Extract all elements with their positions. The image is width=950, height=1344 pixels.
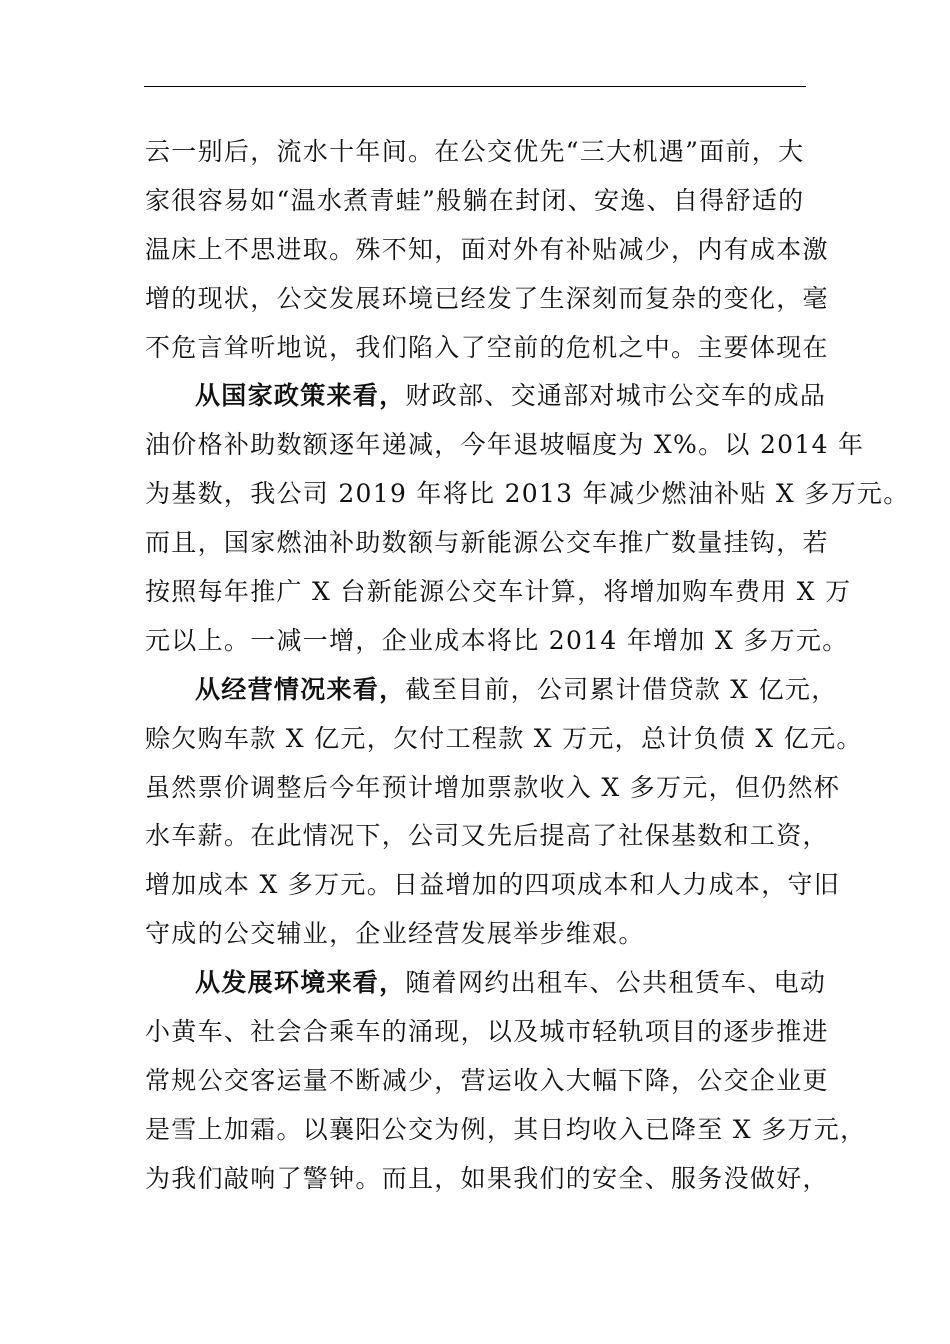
text-line bbox=[145, 281, 835, 330]
text-line bbox=[145, 1014, 835, 1063]
line-text: 按照每年推广 X 台新能源公交车计算，将增加购车费用 X 万 bbox=[145, 577, 852, 607]
text-line bbox=[145, 1112, 867, 1161]
text-line bbox=[145, 134, 835, 183]
text-line bbox=[145, 818, 835, 867]
text-line bbox=[145, 721, 863, 770]
line-text: 云一别后，流水十年间。在公交优先“三大机遇”面前，大 bbox=[145, 137, 805, 166]
text-line bbox=[145, 232, 835, 281]
line-text: 赊欠购车款 X 亿元，欠付工程款 X 万元，总计负债 X 亿元。 bbox=[145, 723, 863, 753]
text-line bbox=[145, 476, 910, 525]
paragraph-start-line bbox=[145, 378, 835, 427]
line-text: 截至目前，公司累计借贷款 X 亿元， bbox=[405, 674, 838, 704]
header-rule bbox=[144, 86, 806, 87]
line-text: 温床上不思进取。殊不知，面对外有补贴减少，内有成本激 bbox=[145, 234, 829, 264]
line-text: 财政部、交通部对城市公交车的成品 bbox=[405, 381, 827, 411]
text-line bbox=[145, 770, 841, 819]
line-text: 为我们敲响了警钟。而且，如果我们的安全、服务没做好， bbox=[145, 1163, 829, 1193]
text-line bbox=[145, 525, 835, 574]
line-text: 不危言耸听地说，我们陷入了空前的危机之中。主要体现在 bbox=[145, 332, 829, 362]
text-line bbox=[145, 867, 841, 916]
line-text: 随着网约出租车、公共租赁车、电动 bbox=[405, 968, 827, 998]
line-text: 小黄车、社会合乘车的涌现，以及城市轻轨项目的逐步推进 bbox=[145, 1017, 829, 1047]
text-line bbox=[145, 1063, 835, 1112]
text-line bbox=[145, 1161, 835, 1210]
paragraph-start-line bbox=[145, 965, 835, 1014]
line-text: 常规公交客运量不断减少，营运收入大幅下降，公交企业更 bbox=[145, 1065, 829, 1095]
line-text: 家很容易如“温水煮青蛙”般躺在封闭、安逸、自得舒适的 bbox=[145, 185, 805, 215]
line-text: 为基数，我公司 2019 年将比 2013 年减少燃油补贴 X 多万元。 bbox=[145, 479, 910, 509]
paragraph-lead-bold: 从国家政策来看， bbox=[195, 381, 406, 411]
paragraph-start-line bbox=[145, 672, 838, 721]
document-body bbox=[145, 134, 910, 1210]
line-text: 元以上。一减一增，企业成本将比 2014 年增加 X 多万元。 bbox=[145, 625, 849, 655]
line-text: 是雪上加霜。以襄阳公交为例，其日均收入已降至 X 多万元， bbox=[145, 1114, 867, 1144]
paragraph-lead-bold: 从发展环境来看， bbox=[195, 968, 406, 998]
line-text: 油价格补助数额逐年递减，今年退坡幅度为 X%。以 2014 年 bbox=[145, 430, 865, 460]
text-line bbox=[145, 916, 835, 965]
text-line bbox=[145, 623, 849, 672]
line-text: 增的现状，公交发展环境已经发了生深刻而复杂的变化，毫 bbox=[145, 283, 829, 313]
line-text: 守成的公交辅业，企业经营发展举步维艰。 bbox=[145, 919, 645, 949]
line-text: 虽然票价调整后今年预计增加票款收入 X 多万元，但仍然杯 bbox=[145, 772, 841, 802]
line-text: 水车薪。在此情况下，公司又先后提高了社保基数和工资， bbox=[145, 821, 829, 851]
paragraph-lead-bold: 从经营情况来看， bbox=[195, 674, 406, 704]
line-text: 而且，国家燃油补助数额与新能源公交车推广数量挂钩，若 bbox=[145, 528, 829, 558]
text-line bbox=[145, 574, 852, 623]
line-text: 增加成本 X 多万元。日益增加的四项成本和人力成本，守旧 bbox=[145, 870, 841, 900]
text-line bbox=[145, 183, 835, 232]
text-line bbox=[145, 330, 835, 379]
text-line bbox=[145, 427, 865, 476]
